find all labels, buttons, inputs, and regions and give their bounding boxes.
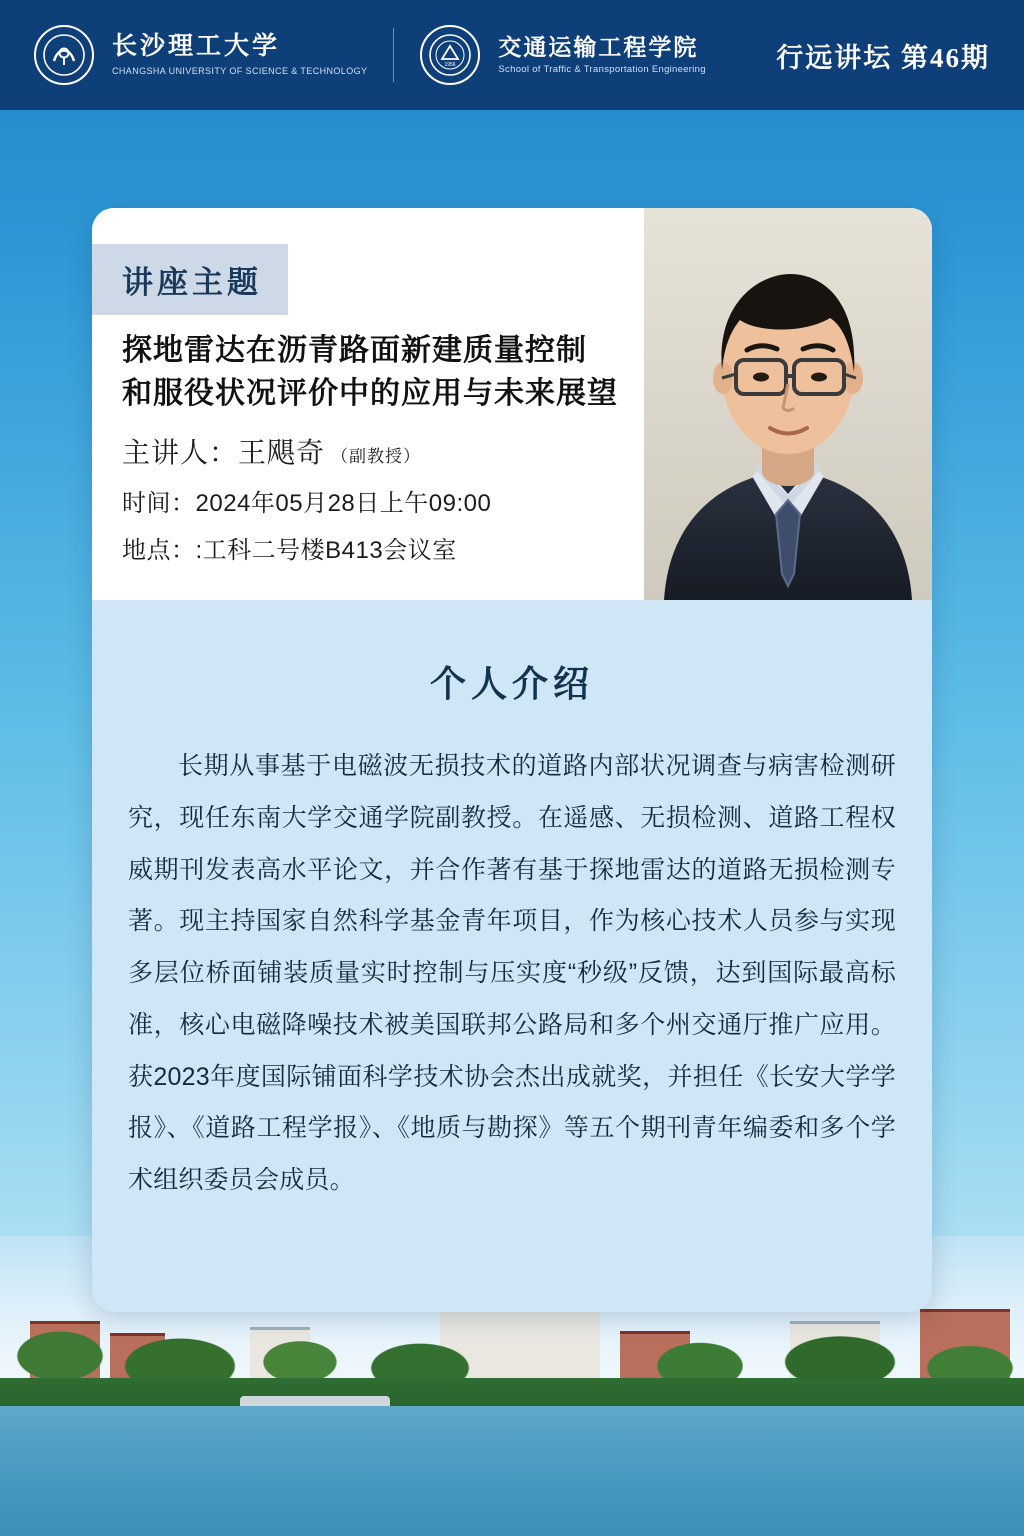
speaker-portrait: [644, 208, 932, 600]
bio-text: 长期从事基于电磁波无损技术的道路内部状况调查与病害检测研究，现任东南大学交通学院副教授。在遥感、无损检测、道路工程权威期刊发表高水平论文，并合作著有基于探地雷达的道路无损检测专著。现主持国家自然科学基金青年项目，作为核心技术人员参与实现多层位桥面铺装质量实时控制与压实度“秒级”反馈，达到国际最高标准，核心电磁降噪技术被美国联邦公路局和多个州交通厅推广应用。获2023年度国际铺面科学技术协会杰出成就奖，并担任《长安大学学报》、《道路工程学报》、《地质与勘探》等五个期刊青年编委和多个学术组织委员会成员。: [128, 752, 896, 1194]
university-name-cn: 长沙理工大学: [112, 33, 281, 61]
header-branding: [34, 25, 706, 85]
speaker-rank: （副教授）: [331, 447, 422, 467]
school-name-cn: 交通运输工程学院: [498, 33, 699, 60]
speaker-label: 主讲人：: [122, 438, 239, 470]
lecture-series-label: 行远讲坛 第46期: [776, 42, 990, 73]
campus-lake: [0, 1406, 1024, 1536]
bio-section: [92, 600, 932, 1312]
school-name-en: School of Traffic & Transportation Engineering: [498, 64, 706, 76]
lecture-info-section: [92, 208, 932, 600]
speaker-name: 王飓奇: [238, 438, 326, 470]
lecture-title-line-1: 探地雷达在沥青路面新建质量控制: [122, 334, 587, 367]
topic-tag: 讲座主题: [92, 244, 288, 315]
header-divider: [393, 28, 394, 82]
university-emblem-icon: [34, 25, 94, 85]
bio-title: 个人介绍: [429, 664, 594, 704]
lecture-time: 时间：2024年05月28日上午09:00: [122, 490, 492, 518]
school-name: [498, 34, 705, 76]
lecture-details: [122, 330, 722, 565]
svg-text:1956: 1956: [444, 62, 456, 68]
school-emblem-icon: [420, 25, 480, 85]
header-bar: [0, 0, 1024, 110]
speaker-row: [122, 431, 722, 471]
university-name-en: CHANGSHA UNIVERSITY OF SCIENCE & TECHNOLOGY: [112, 66, 368, 77]
lecture-location: 地点：:工科二号楼B413会议室: [122, 537, 457, 565]
university-name: [112, 33, 367, 76]
lecture-card: [92, 208, 932, 1312]
lecture-title-line-2: 和服役状况评价中的应用与未来展望: [122, 376, 618, 410]
